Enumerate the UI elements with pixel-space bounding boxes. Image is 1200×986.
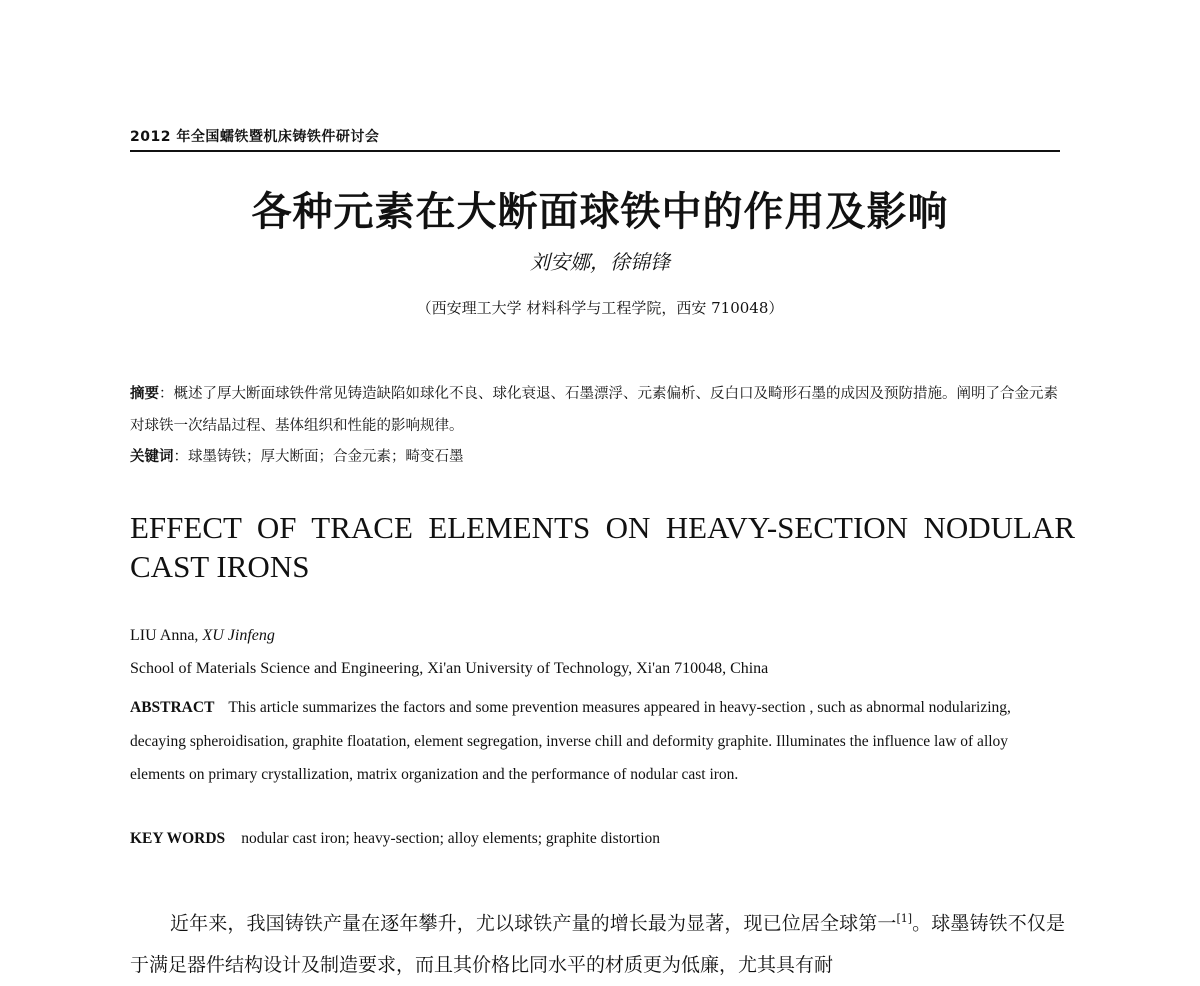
keywords-chinese-text: ：球墨铸铁；厚大断面；合金元素；畸变石墨: [173, 449, 464, 465]
affiliation-chinese: （西安理工大学 材料科学与工程学院，西安 710048）: [416, 299, 784, 317]
affiliation-english: School of Materials Science and Engineering, Xi'an University of Technology, Xi'an 710048, China: [130, 660, 769, 677]
keywords-chinese: [130, 445, 1060, 466]
body-text-start: 近年来，我国铸铁产量在逐年攀升，尤以球铁产量的增长最为显著，现已位居全球第一: [170, 912, 897, 935]
abstract-english-text: This article summarizes the factors and some prevention measures appeared in heavy-section , such as abnormal nodularizing, decaying spheroidisation, graphite floatation, element segregation, inverse chill and deformity graphite. Illuminates the influence law of alloy elements on primary crystallization, matrix organization and the performance of nodular cast iron.: [130, 699, 1011, 783]
abstract-chinese-label: 摘要: [130, 386, 159, 402]
keywords-chinese-label: 关键词: [130, 449, 174, 465]
body-paragraph: [130, 898, 1065, 986]
keywords-english: [130, 830, 1060, 848]
running-header: 2012 年全国蠕铁暨机床铸铁件研讨会: [130, 129, 380, 145]
citation-ref: [1]: [896, 912, 913, 925]
header-rule: [130, 150, 1060, 152]
author-second: XU Jinfeng: [202, 627, 275, 644]
authors-english: [130, 627, 275, 645]
title-chinese: 各种元素在大断面球铁中的作用及影响: [251, 189, 949, 235]
abstract-chinese: [130, 378, 1060, 442]
keywords-english-text: nodular cast iron; heavy-section; alloy elements; graphite distortion: [241, 830, 661, 847]
abstract-english-label: ABSTRACT: [130, 699, 215, 716]
abstract-chinese-text: ：概述了厚大断面球铁件常见铸造缺陷如球化不良、球化衰退、石墨漂浮、元素偏析、反白口及畸形石墨的成因及预防措施。阐明了合金元素对球铁一次结晶过程、基体组织和性能的影响规律。: [130, 386, 1058, 434]
abstract-english: [130, 691, 1060, 792]
body-text-continued: 。球墨铸铁不仅是于满足器件结构设计及制造要求，而且其价格比同水平的材质更为低廉，尤其具有耐: [130, 912, 1065, 977]
title-english: EFFECT OF TRACE ELEMENTS ON HEAVY-SECTION NODULAR CAST IRONS: [130, 510, 1075, 584]
authors-chinese: 刘安娜，徐锦锋: [530, 250, 670, 274]
author-first: LIU Anna,: [130, 627, 203, 644]
keywords-english-label: KEY WORDS: [130, 830, 226, 847]
